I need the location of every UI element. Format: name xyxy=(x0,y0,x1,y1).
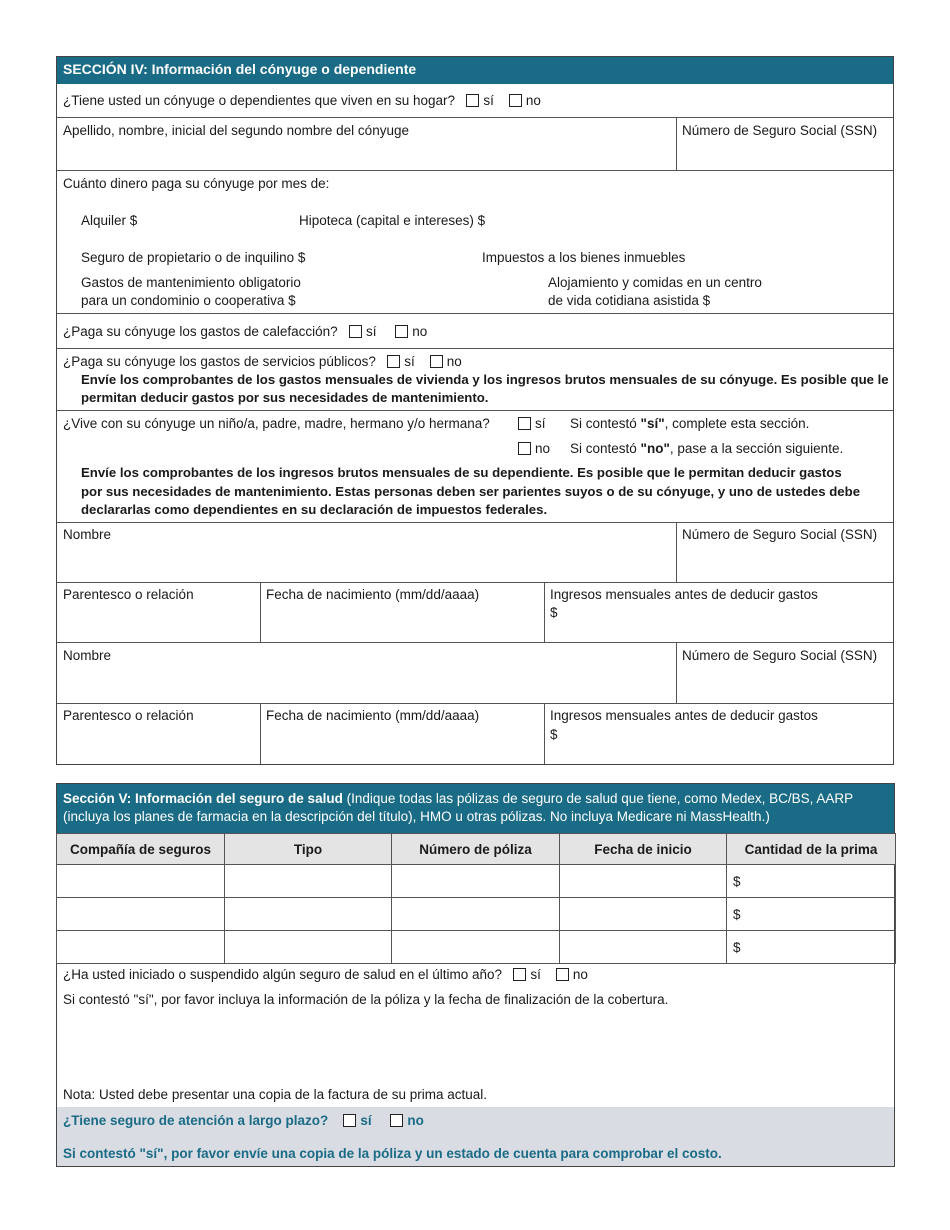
dep2-dob-field[interactable]: Fecha de nacimiento (mm/dd/aaaa) xyxy=(266,708,480,723)
dep-note-1: Envíe los comprobantes de los ingresos brutos mensuales de su dependiente. Es posible que le permitan deducir gastos xyxy=(81,465,842,480)
condo-field[interactable]: para un condominio o cooperativa $ xyxy=(81,293,296,308)
spouse-ssn-field[interactable]: Número de Seguro Social (SSN) xyxy=(682,123,878,138)
live-yes-label: sí xyxy=(483,93,494,108)
utilities-no-checkbox[interactable] xyxy=(430,355,443,368)
dep2-ssn-field[interactable]: Número de Seguro Social (SSN) xyxy=(682,648,878,663)
if-yes-instruction: Si contestó "sí", complete esta sección. xyxy=(570,416,810,431)
condo-label-1: Gastos de mantenimiento obligatorio xyxy=(81,275,301,290)
relatives-no-checkbox[interactable] xyxy=(518,442,531,455)
heat-no-checkbox[interactable] xyxy=(395,325,408,338)
longterm-yes-label: sí xyxy=(360,1113,372,1128)
type-cell[interactable] xyxy=(225,931,392,964)
section5-title-line2: (incluya los planes de farmacia en la descripción del título), HMO u otras pólizas. No incluya Medicare ni MassHealth.) xyxy=(63,809,770,824)
table-row xyxy=(57,898,896,931)
col-policy-number: Número de póliza xyxy=(392,834,560,865)
policy-cell[interactable] xyxy=(392,865,560,898)
mortgage-field[interactable]: Hipoteca (capital e intereses) $ xyxy=(299,213,486,228)
type-cell[interactable] xyxy=(225,898,392,931)
relatives-yes-checkbox[interactable] xyxy=(518,417,531,430)
premium-cell[interactable]: $ xyxy=(727,931,896,964)
utilities-note-2: permitan deducir gastos por sus necesidades de mantenimiento. xyxy=(81,390,489,405)
if-no-instruction: Si contestó "no", pase a la sección siguiente. xyxy=(570,441,844,456)
heat-no-label: no xyxy=(412,324,428,339)
dep1-name-field[interactable]: Nombre xyxy=(63,527,112,542)
heat-yes-label: sí xyxy=(365,324,377,339)
section5-header xyxy=(57,784,894,833)
live-no-checkbox[interactable] xyxy=(509,94,522,107)
col-start-date: Fecha de inicio xyxy=(560,834,727,865)
change-yes-label: sí xyxy=(530,967,541,982)
dep1-ssn-field[interactable]: Número de Seguro Social (SSN) xyxy=(682,527,878,542)
q-live-row xyxy=(63,92,541,109)
live-yes-checkbox[interactable] xyxy=(466,94,479,107)
dep1-relationship-field[interactable]: Parentesco o relación xyxy=(63,587,194,602)
premium-note: Nota: Usted debe presentar una copia de la factura de su prima actual. xyxy=(63,1087,488,1102)
table-row xyxy=(57,931,896,964)
dep1-income-field[interactable]: Ingresos mensuales antes de deducir gastos xyxy=(550,587,818,602)
relatives-yes-row xyxy=(518,415,546,432)
premium-cell[interactable]: $ xyxy=(727,898,896,931)
q-change-label: ¿Ha usted iniciado o suspendido algún seguro de salud en el último año? xyxy=(63,967,503,982)
section5-title-rest: (Indique todas las pólizas de seguro de salud que tiene, como Medex, BC/BS, AARP xyxy=(342,791,854,806)
longterm-yes-checkbox[interactable] xyxy=(343,1114,356,1127)
policy-cell[interactable] xyxy=(392,931,560,964)
dep1-income-dollar: $ xyxy=(550,605,558,620)
pay-intro: Cuánto dinero paga su cónyuge por mes de: xyxy=(63,176,330,191)
heat-yes-checkbox[interactable] xyxy=(349,325,362,338)
assisted-label-1: Alojamiento y comidas en un centro xyxy=(548,275,762,290)
section5-title: Sección V: Información del seguro de salud xyxy=(63,791,343,806)
utilities-no-label: no xyxy=(446,354,462,369)
dep1-dob-field[interactable]: Fecha de nacimiento (mm/dd/aaaa) xyxy=(266,587,480,602)
company-cell[interactable] xyxy=(57,931,225,964)
dep2-income-dollar: $ xyxy=(550,727,558,742)
premium-cell[interactable]: $ xyxy=(727,865,896,898)
start-date-cell[interactable] xyxy=(560,898,727,931)
longterm-note: Si contestó "sí", por favor envíe una copia de la póliza y un estado de cuenta para comprobar el costo. xyxy=(63,1146,722,1161)
q-heat-row xyxy=(63,323,427,340)
company-cell[interactable] xyxy=(57,898,225,931)
dep2-income-field[interactable]: Ingresos mensuales antes de deducir gastos xyxy=(550,708,818,723)
start-date-cell[interactable] xyxy=(560,865,727,898)
section4-title: SECCIÓN IV: Información del cónyuge o dependiente xyxy=(63,61,417,77)
col-premium: Cantidad de la prima xyxy=(727,834,896,865)
change-no-label: no xyxy=(572,967,588,982)
company-cell[interactable] xyxy=(57,865,225,898)
relatives-no-label: no xyxy=(535,441,551,456)
relatives-no-row xyxy=(518,440,550,457)
dep2-name-field[interactable]: Nombre xyxy=(63,648,112,663)
type-cell[interactable] xyxy=(225,865,392,898)
col-type: Tipo xyxy=(225,834,392,865)
table-row xyxy=(57,865,896,898)
policy-cell[interactable] xyxy=(392,898,560,931)
insurance-field[interactable]: Seguro de propietario o de inquilino $ xyxy=(81,250,306,265)
dep2-relationship-field[interactable]: Parentesco o relación xyxy=(63,708,194,723)
change-yes-checkbox[interactable] xyxy=(513,968,526,981)
change-no-checkbox[interactable] xyxy=(556,968,569,981)
spouse-name-field[interactable]: Apellido, nombre, inicial del segundo nombre del cónyuge xyxy=(63,123,409,138)
insurance-table xyxy=(56,833,896,964)
utilities-note-1: Envíe los comprobantes de los gastos mensuales de vivienda y los ingresos brutos mensuales de su cónyuge. Es posible que le xyxy=(81,372,889,387)
rent-field[interactable]: Alquiler $ xyxy=(81,213,138,228)
section4-header xyxy=(57,57,893,84)
dep-note-2: por sus necesidades de mantenimiento. Estas personas deben ser parientes suyos o de su cónyuge, y uno de ustedes debe xyxy=(81,484,861,499)
q-live-label: ¿Tiene usted un cónyuge o dependientes que viven en su hogar? xyxy=(63,93,456,108)
longterm-no-label: no xyxy=(407,1113,424,1128)
q-longterm-label: ¿Tiene seguro de atención a largo plazo? xyxy=(63,1113,329,1128)
relatives-yes-label: sí xyxy=(535,416,546,431)
col-company: Compañía de seguros xyxy=(57,834,225,865)
q-utilities-label: ¿Paga su cónyuge los gastos de servicios públicos? xyxy=(63,354,376,369)
dep-note-3: declararlas como dependientes en su declaración de impuestos federales. xyxy=(81,502,548,517)
change-details-area[interactable] xyxy=(63,1012,883,1082)
utilities-yes-checkbox[interactable] xyxy=(387,355,400,368)
q-utilities-row xyxy=(63,353,462,370)
q-relatives-label: ¿Vive con su cónyuge un niño/a, padre, madre, hermano y/o hermana? xyxy=(63,416,490,431)
q-longterm-row xyxy=(63,1112,424,1129)
q-change-row xyxy=(63,966,588,983)
change-note: Si contestó "sí", por favor incluya la información de la póliza y la fecha de finalización de la cobertura. xyxy=(63,992,669,1007)
longterm-no-checkbox[interactable] xyxy=(390,1114,403,1127)
start-date-cell[interactable] xyxy=(560,931,727,964)
live-no-label: no xyxy=(525,93,541,108)
assisted-field[interactable]: de vida cotidiana asistida $ xyxy=(548,293,711,308)
property-tax-field[interactable]: Impuestos a los bienes inmuebles xyxy=(482,250,686,265)
q-heat-label: ¿Paga su cónyuge los gastos de calefacción? xyxy=(63,324,338,339)
utilities-yes-label: sí xyxy=(404,354,415,369)
